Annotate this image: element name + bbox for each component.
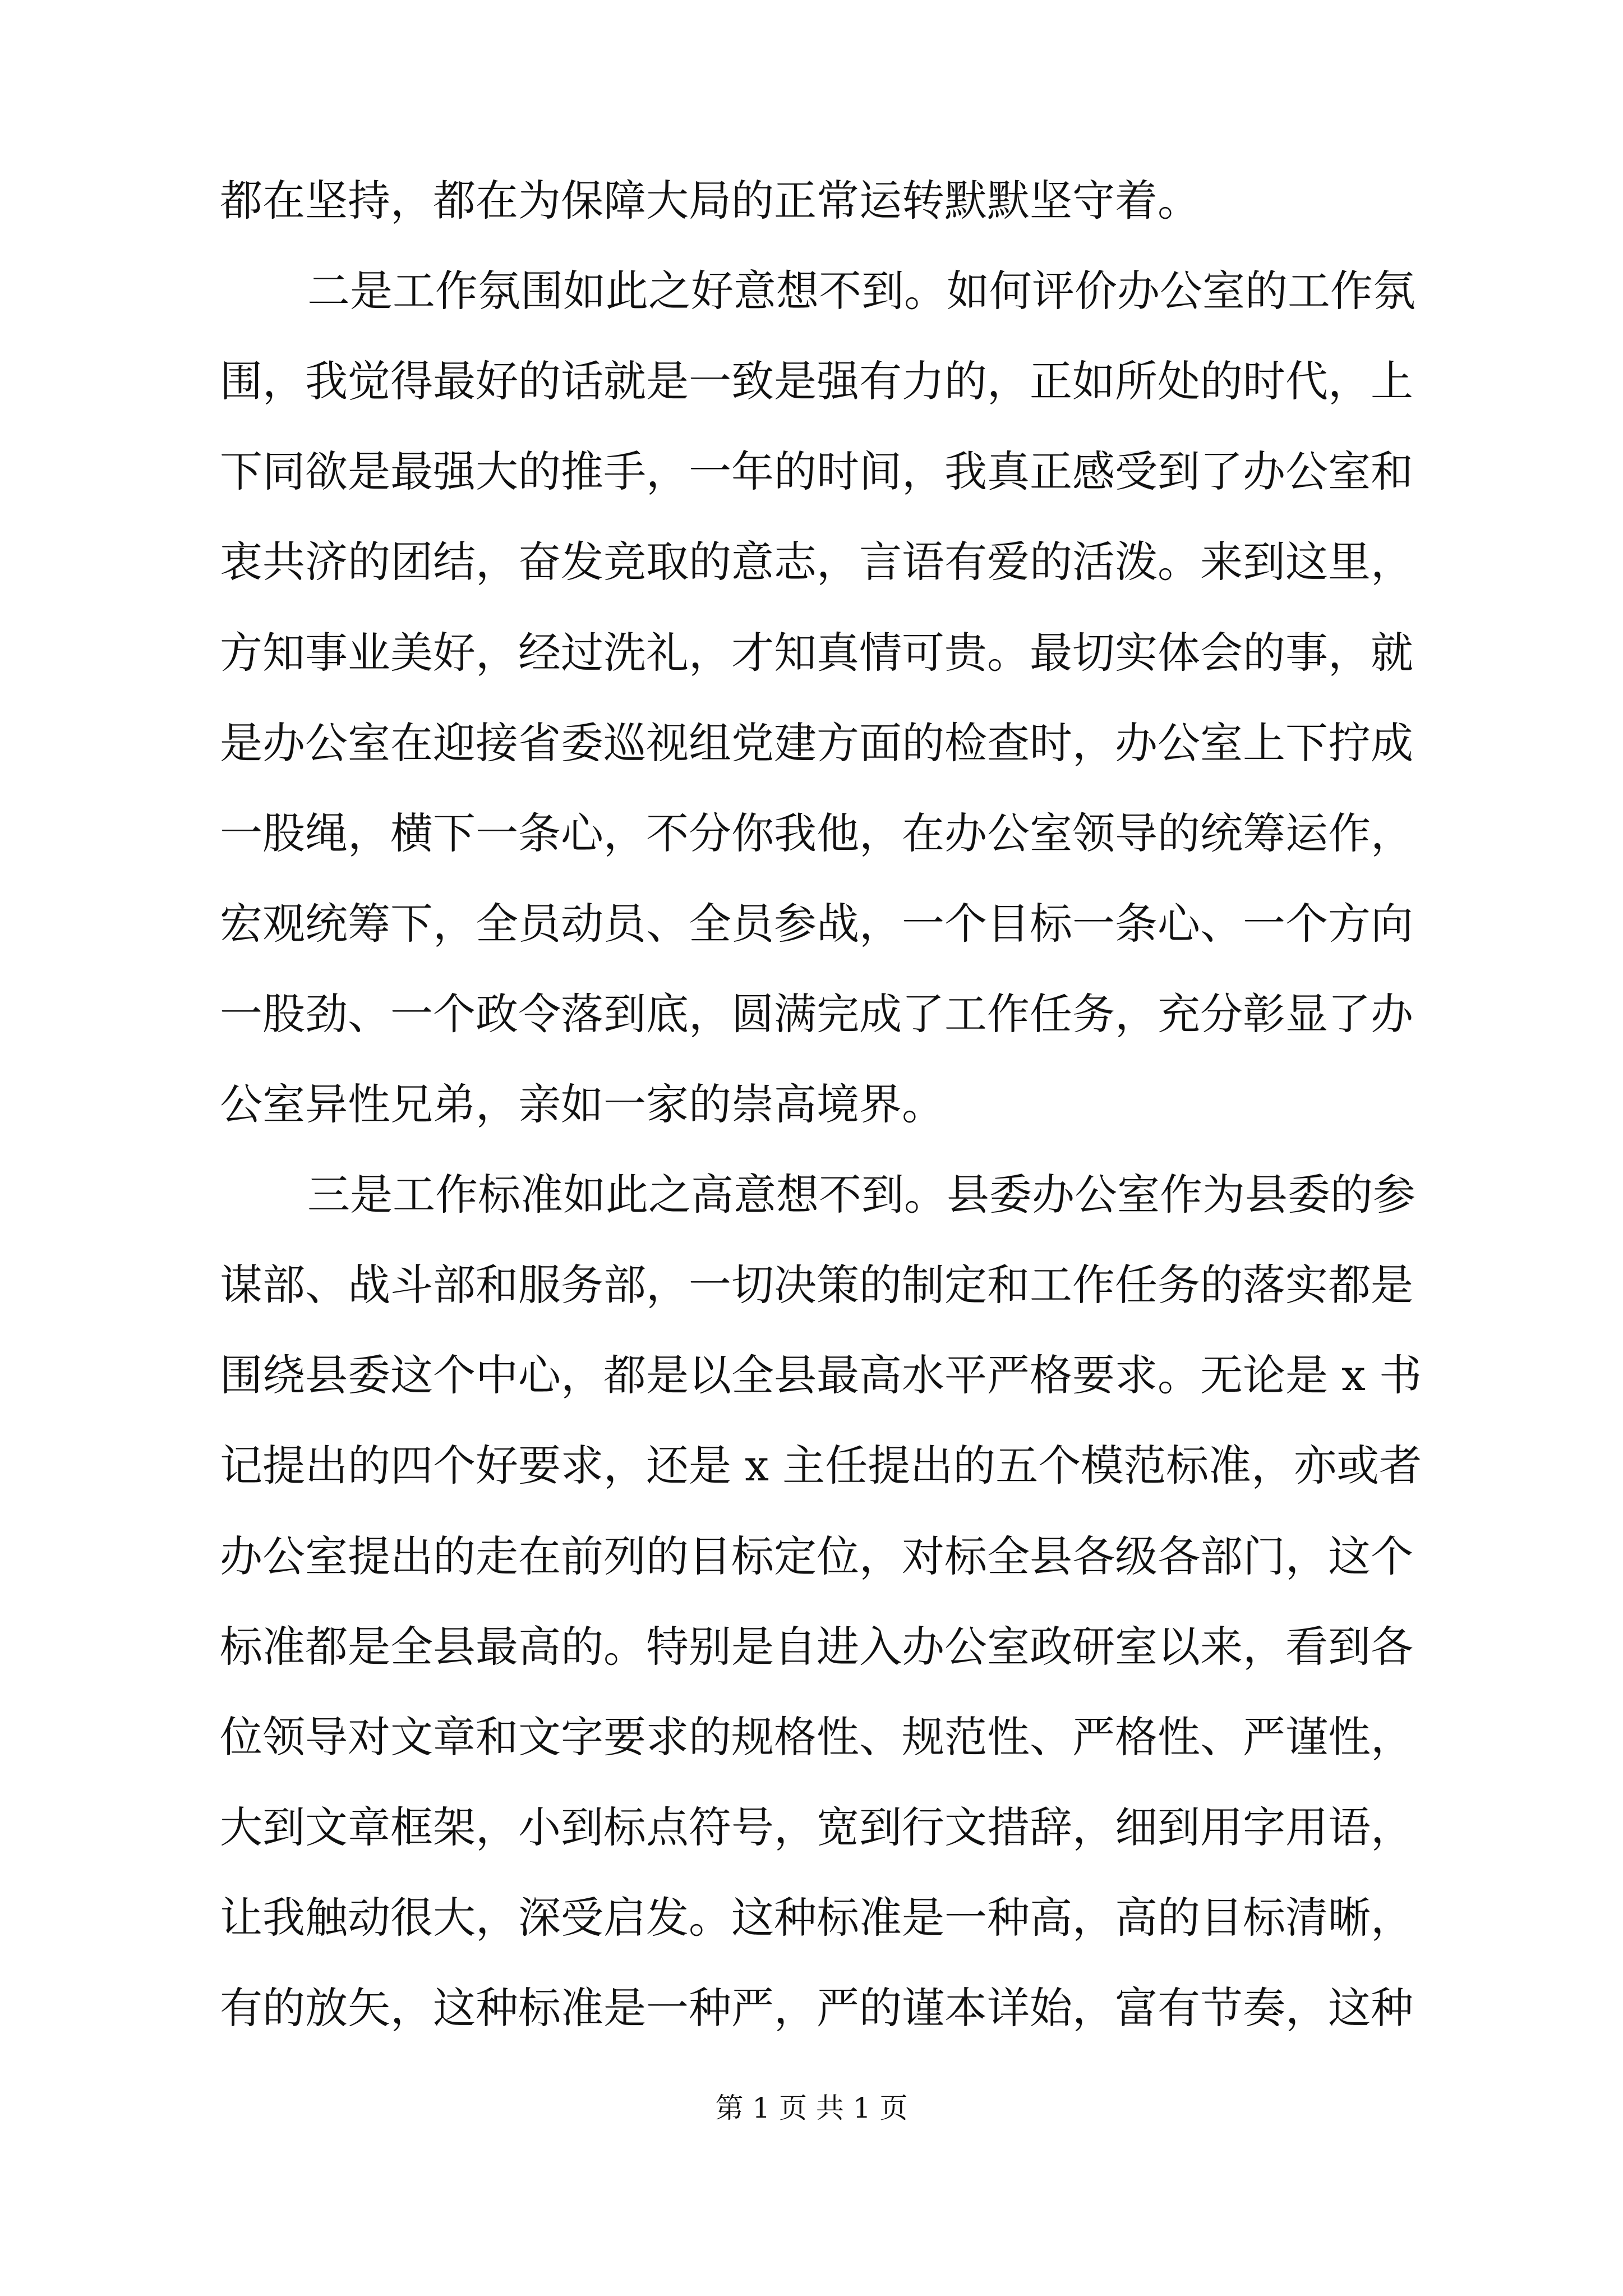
text-line: 一股绳，横下一条心，不分你我他，在办公室领导的统筹运作， <box>220 808 1413 858</box>
text-line: 公室异性兄弟，亲如一家的崇高境界。 <box>220 1079 944 1129</box>
text-line: 让我触动很大，深受启发。这种标准是一种高，高的目标清晰， <box>220 1893 1413 1943</box>
text-line: 谋部、战斗部和服务部，一切决策的制定和工作任务的落实都是 <box>220 1260 1413 1310</box>
text-line: 围，我觉得最好的话就是一致是强有力的，正如所处的时代，上 <box>220 356 1413 406</box>
text-line: 大到文章框架，小到标点符号，宽到行文措辞，细到用字用语， <box>220 1802 1413 1852</box>
text-line: 下同欲是最强大的推手，一年的时间，我真正感受到了办公室和 <box>220 447 1413 496</box>
text-line-overflow: 有的放矢，这种标准是一种严，严的谨本详始，富有节奏，这种 <box>220 1983 1413 2033</box>
text-line: 记提出的四个好要求，还是 x 主任提出的五个模范标准，亦或者 <box>220 1441 1422 1490</box>
text-line: 三是工作标准如此之高意想不到。县委办公室作为县委的参 <box>307 1170 1415 1220</box>
text-line: 一股劲、一个政令落到底，圆满完成了工作任务，充分彰显了办 <box>220 989 1413 1039</box>
text-line: 衷共济的团结，奋发竞取的意志，言语有爱的活泼。来到这里， <box>220 537 1413 587</box>
text-line: 办公室提出的走在前列的目标定位，对标全县各级各部门，这个 <box>220 1531 1413 1581</box>
text-line: 都在坚持，都在为保障大局的正常运转默默坚守着。 <box>220 176 1200 226</box>
text-line: 宏观统筹下，全员动员、全员参战，一个目标一条心、一个方向 <box>220 899 1413 949</box>
text-line: 位领导对文章和文字要求的规格性、规范性、严格性、严谨性， <box>220 1712 1413 1762</box>
text-line: 围绕县委这个中心，都是以全县最高水平严格要求。无论是 x 书 <box>220 1350 1422 1400</box>
text-line: 方知事业美好，经过洗礼，才知真情可贵。最切实体会的事，就 <box>220 628 1413 678</box>
page-footer: 第 1 页 共 1 页 <box>715 2092 908 2124</box>
text-line: 标准都是全县最高的。特别是自进入办公室政研室以来，看到各 <box>220 1622 1413 1672</box>
text-line: 二是工作氛围如此之好意想不到。如何评价办公室的工作氛 <box>307 266 1415 316</box>
text-line: 是办公室在迎接省委巡视组党建方面的检查时，办公室上下拧成 <box>220 718 1413 768</box>
